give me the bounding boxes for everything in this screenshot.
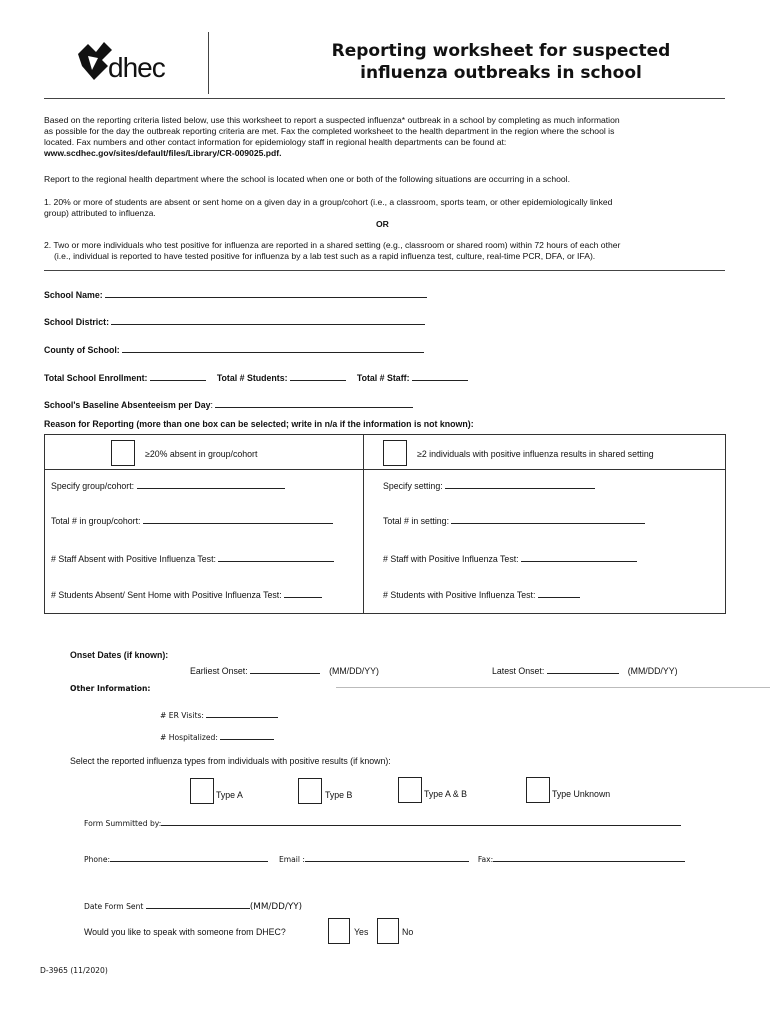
criterion-2-line-1: 2. Two or more individuals who test positive for influenza are reported in a shared setting (e.g., classroom or shared room) within 72 hours of each other (44, 240, 621, 250)
school-name-row[interactable] (44, 288, 427, 300)
submitted-by-field[interactable] (161, 816, 681, 826)
baseline-row[interactable]: School's Baseline Absenteeism per Day: (44, 398, 413, 410)
type-ab-checkbox[interactable] (398, 777, 422, 803)
baseline-field[interactable] (215, 398, 413, 408)
submitted-by-label: Form Summitted by: (84, 819, 162, 828)
date-sent-field[interactable] (146, 899, 250, 909)
county-field[interactable] (122, 343, 424, 353)
form-code: D-3965 (11/2020) (40, 966, 108, 975)
yes-checkbox[interactable] (328, 918, 350, 944)
criterion-2 (44, 240, 744, 262)
students-positive-field[interactable] (538, 588, 580, 598)
type-unknown-checkbox[interactable] (526, 777, 550, 803)
enrollment-label: Total School Enrollment: (44, 373, 148, 383)
dhec-logo (74, 40, 184, 86)
onset-label: Onset Dates (if known): (70, 650, 169, 660)
table-divider (363, 435, 364, 613)
date-format-hint: (MM/DD/YY) (249, 902, 303, 912)
total-in-setting-field[interactable] (451, 514, 645, 524)
staff-positive-field[interactable] (521, 552, 637, 562)
date-sent-label: Date Form Sent (84, 902, 144, 911)
specify-setting-label: Specify setting: (383, 481, 443, 491)
baseline-label: School's Baseline Absenteeism per Day (44, 400, 211, 410)
type-a-checkbox[interactable] (190, 778, 214, 804)
page-title (316, 40, 686, 84)
criterion-2-line-2: (i.e., individual is reported to have tested positive for influenza by a lab test such as a rapid influenza test, culture, real-time PCR, DFA, or IFA). (54, 251, 596, 261)
specify-setting-field[interactable] (445, 479, 595, 489)
latest-onset-row[interactable] (492, 664, 678, 676)
latest-onset-field[interactable] (547, 664, 619, 674)
enrollment-field[interactable] (150, 371, 206, 381)
er-visits-label: # ER Visits: (160, 711, 204, 720)
total-in-group-field[interactable] (143, 514, 333, 524)
left-row-1[interactable] (51, 479, 285, 491)
county-row[interactable] (44, 343, 424, 355)
intro-rule (44, 270, 725, 271)
enrollment-row (44, 371, 514, 383)
right-criterion-checkbox[interactable] (383, 440, 407, 466)
school-district-field[interactable] (111, 315, 425, 325)
hospitalized-label: # Hospitalized: (160, 733, 218, 742)
school-name-label: School Name: (44, 290, 103, 300)
speak-prompt: Would you like to speak with someone from DHEC? (84, 927, 286, 937)
criterion-1-line-2: group) attributed to influenza. (44, 208, 156, 218)
type-b-checkbox[interactable] (298, 778, 322, 804)
students-absent-field[interactable] (284, 588, 322, 598)
intro-line-1: Based on the reporting criteria listed below, use this worksheet to report a suspected influenza* outbreak in a school by completing as much information (44, 115, 620, 125)
staff-absent-label: # Staff Absent with Positive Influenza Test: (51, 554, 216, 564)
earliest-onset-row[interactable] (190, 664, 379, 676)
email-field[interactable] (305, 852, 469, 862)
students-field[interactable] (290, 371, 346, 381)
fax-field[interactable] (493, 852, 685, 862)
criterion-1-line-1: 1. 20% or more of students are absent or sent home on a given day in a group/cohort (i.e., a classroom, sports team, or other epidemiologically linked (44, 197, 613, 207)
staff-label: Total # Staff: (356, 373, 410, 383)
left-row-2[interactable] (51, 514, 333, 526)
school-district-row[interactable] (44, 315, 425, 327)
no-label: No (402, 927, 414, 937)
logo-text: dhec (108, 52, 165, 83)
reason-label: Reason for Reporting (more than one box can be selected; write in n/a if the information is not known): (44, 419, 474, 429)
criterion-1 (44, 197, 734, 219)
total-in-group-label: Total # in group/cohort: (51, 516, 141, 526)
specify-group-field[interactable] (137, 479, 285, 489)
left-criterion-header: ≥20% absent in group/cohort (145, 449, 258, 459)
right-row-1[interactable] (383, 479, 595, 491)
yes-label: Yes (354, 927, 369, 937)
onset-rule (336, 687, 770, 688)
right-criterion-header: ≥2 individuals with positive influenza results in shared setting (417, 449, 654, 459)
type-b-label: Type B (325, 790, 353, 800)
submitted-by-row[interactable] (84, 816, 681, 828)
right-row-3[interactable] (383, 552, 637, 564)
total-in-setting-label: Total # in setting: (383, 516, 450, 526)
er-visits-field[interactable] (206, 708, 278, 718)
phone-field[interactable] (110, 852, 268, 862)
earliest-onset-label: Earliest Onset: (190, 666, 248, 676)
header-rule (44, 98, 725, 99)
left-row-4[interactable] (51, 588, 322, 600)
staff-positive-label: # Staff with Positive Influenza Test: (383, 554, 519, 564)
intro-line-2: as possible for the day the outbreak reporting criteria are met. Fax the completed worksheet to the health department in the region where the school is (44, 126, 615, 136)
header-divider (208, 32, 209, 94)
intro-line-3: located. Fax numbers and other contact information for epidemiology staff in regional health departments can be found at: (44, 137, 507, 147)
students-absent-label: # Students Absent/ Sent Home with Positive Influenza Test: (51, 590, 282, 600)
er-visits-row[interactable] (160, 708, 278, 720)
type-ab-label: Type A & B (424, 789, 468, 799)
hospitalized-row[interactable] (160, 730, 274, 742)
contact-row (84, 852, 685, 864)
or-separator: OR (376, 219, 389, 229)
reason-table (44, 434, 726, 614)
reference-url[interactable]: www.scdhec.gov/sites/default/files/Library/CR-009025.pdf. (44, 148, 282, 158)
phone-label: Phone: (84, 855, 111, 864)
county-label: County of School: (44, 345, 120, 355)
left-criterion-checkbox[interactable] (111, 440, 135, 466)
no-checkbox[interactable] (377, 918, 399, 944)
types-prompt: Select the reported influenza types from individuals with positive results (if known): (70, 756, 391, 766)
specify-group-label: Specify group/cohort: (51, 481, 135, 491)
school-name-field[interactable] (105, 288, 427, 298)
latest-format-hint: (MM/DD/YY) (627, 666, 678, 676)
latest-onset-label: Latest Onset: (492, 666, 545, 676)
students-label: Total # Students: (216, 373, 288, 383)
title-line-1: Reporting worksheet for suspected (331, 41, 671, 61)
earliest-onset-field[interactable] (250, 664, 320, 674)
title-line-2: influenza outbreaks in school (360, 63, 642, 83)
right-row-4[interactable] (383, 588, 580, 600)
date-sent-row[interactable] (84, 899, 302, 912)
earliest-format-hint: (MM/DD/YY) (329, 666, 379, 676)
school-district-label: School District: (44, 317, 110, 327)
hospitalized-field[interactable] (220, 730, 274, 740)
type-a-label: Type A (216, 790, 243, 800)
table-header-rule (45, 469, 725, 470)
report-instruction: Report to the regional health department where the school is located when one or both of the following situations are occurring in a school. (44, 174, 570, 184)
intro-paragraph (44, 115, 734, 159)
other-info-label: Other Information: (70, 684, 151, 693)
right-row-2[interactable] (383, 514, 645, 526)
staff-absent-field[interactable] (218, 552, 334, 562)
type-unknown-label: Type Unknown (552, 789, 611, 799)
staff-field[interactable] (412, 371, 468, 381)
students-positive-label: # Students with Positive Influenza Test: (383, 590, 536, 600)
fax-label: Fax: (477, 855, 494, 864)
left-row-3[interactable] (51, 552, 334, 564)
email-label: Email : (278, 855, 305, 864)
